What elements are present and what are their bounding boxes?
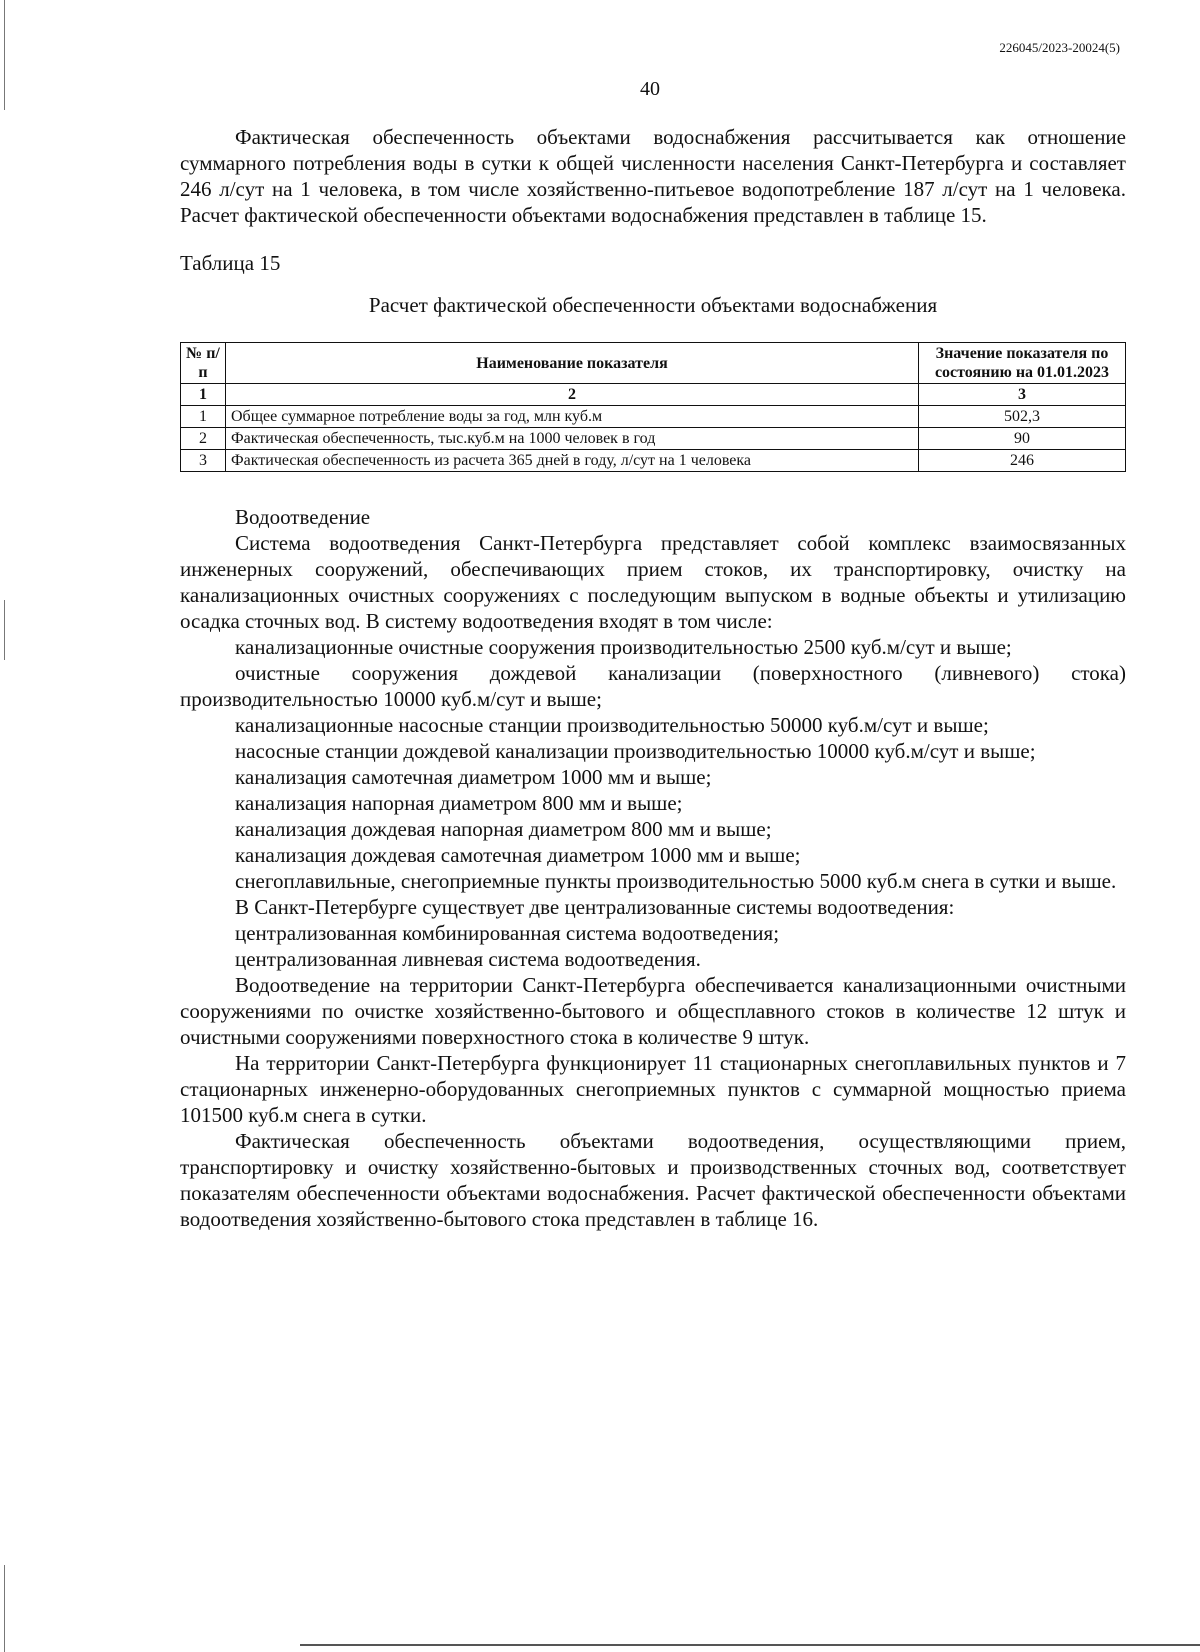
- list-item: канализация дождевая напорная диаметром 800 мм и выше;: [235, 817, 772, 841]
- list-item: очистные сооружения дождевой канализации (поверхностного (ливневого) стока) производительностью 10000 куб.м/сут и выше;: [180, 661, 1126, 711]
- page-content: [180, 124, 1126, 1232]
- row-num: 2: [181, 428, 226, 450]
- column-number: 3: [919, 384, 1126, 406]
- table-column-numbers-row: [181, 384, 1126, 406]
- header-name: Наименование показателя: [226, 343, 919, 384]
- body-paragraph: Водоотведение на территории Санкт-Петербурга обеспечивается канализационными очистными сооружениями по очистке хозяйственно-бытового и общесплавного стоков в количестве 12 штук и очистными сооружениями поверхностного стока в количестве 9 штук.: [180, 973, 1126, 1049]
- row-name: Фактическая обеспеченность из расчета 365 дней в году, л/сут на 1 человека: [226, 450, 919, 472]
- list-item: канализация дождевая самотечная диаметром 1000 мм и выше;: [235, 843, 801, 867]
- table-row: [181, 406, 1126, 428]
- table-row: [181, 428, 1126, 450]
- section-heading: Водоотведение: [235, 505, 371, 529]
- row-value: 90: [919, 428, 1126, 450]
- intro-paragraph: Фактическая обеспеченность объектами водоснабжения рассчитывается как отношение суммарного потребления воды в сутки к общей численности населения Санкт-Петербурга и составляет 246 л/сут на 1 человека, в том числе хозяйственно-питьевое водопотребление 187 л/сут на 1 человека. Расчет фактической обеспеченности объектами водоснабжения представлен в таблице 15.: [180, 125, 1126, 227]
- list-item: канализация самотечная диаметром 1000 мм и выше;: [235, 765, 712, 789]
- document-id: 226045/2023-20024(5): [999, 40, 1120, 55]
- list-item: канализация напорная диаметром 800 мм и выше;: [235, 791, 683, 815]
- header-value: Значение показателя по состоянию на 01.01.2023: [919, 343, 1126, 384]
- scan-bottom-line: [300, 1644, 1200, 1646]
- list-item: снегоплавильные, снегоприемные пункты производительностью 5000 куб.м снега в сутки и выше.: [235, 869, 1117, 893]
- scan-edge-line: [4, 600, 5, 660]
- list-item: централизованная ливневая система водоотведения.: [235, 947, 701, 971]
- table-header-row: [181, 343, 1126, 384]
- body-paragraph: Система водоотведения Санкт-Петербурга представляет собой комплекс взаимосвязанных инженерных сооружений, обеспечивающих прием стоков, их транспортировку, очистку на канализационных очистных сооружениях с последующим выпуском в водные объекты и утилизацию осадка сточных вод. В систему водоотведения входят в том числе:: [180, 531, 1126, 633]
- list-item: канализационные насосные станции производительностью 50000 куб.м/сут и выше;: [235, 713, 989, 737]
- body-paragraph: В Санкт-Петербурге существует две централизованные системы водоотведения:: [235, 895, 955, 919]
- row-num: 3: [181, 450, 226, 472]
- row-num: 1: [181, 406, 226, 428]
- page-number: 40: [640, 78, 660, 100]
- row-name: Общее суммарное потребление воды за год, млн куб.м: [226, 406, 919, 428]
- scan-edge-line: [4, 1565, 5, 1652]
- data-table: [180, 342, 1126, 472]
- column-number: 1: [181, 384, 226, 406]
- body-paragraph: На территории Санкт-Петербурга функционирует 11 стационарных снегоплавильных пунктов и 7 стационарных инженерно-оборудованных снегоприемных пунктов с суммарной мощностью приема 101500 куб.м снега в сутки.: [180, 1051, 1126, 1127]
- body-paragraph: Фактическая обеспеченность объектами водоотведения, осуществляющими прием, транспортировку и очистку хозяйственно-бытовых и производственных сточных вод, соответствует показателям обеспеченности объектами водоснабжения. Расчет фактической обеспеченности объектами водоотведения хозяйственно-бытового стока представлен в таблице 16.: [180, 1129, 1126, 1231]
- row-value: 502,3: [919, 406, 1126, 428]
- list-item: насосные станции дождевой канализации производительностью 10000 куб.м/сут и выше;: [235, 739, 1036, 763]
- list-item: централизованная комбинированная система водоотведения;: [235, 921, 780, 945]
- table-row: [181, 450, 1126, 472]
- column-number: 2: [226, 384, 919, 406]
- header-num: № п/п: [181, 343, 226, 384]
- row-name: Фактическая обеспеченность, тыс.куб.м на 1000 человек в год: [226, 428, 919, 450]
- table-label: Таблица 15: [180, 251, 281, 275]
- list-item: канализационные очистные сооружения производительностью 2500 куб.м/сут и выше;: [235, 635, 1012, 659]
- row-value: 246: [919, 450, 1126, 472]
- table-title: Расчет фактической обеспеченности объектами водоснабжения: [368, 293, 938, 317]
